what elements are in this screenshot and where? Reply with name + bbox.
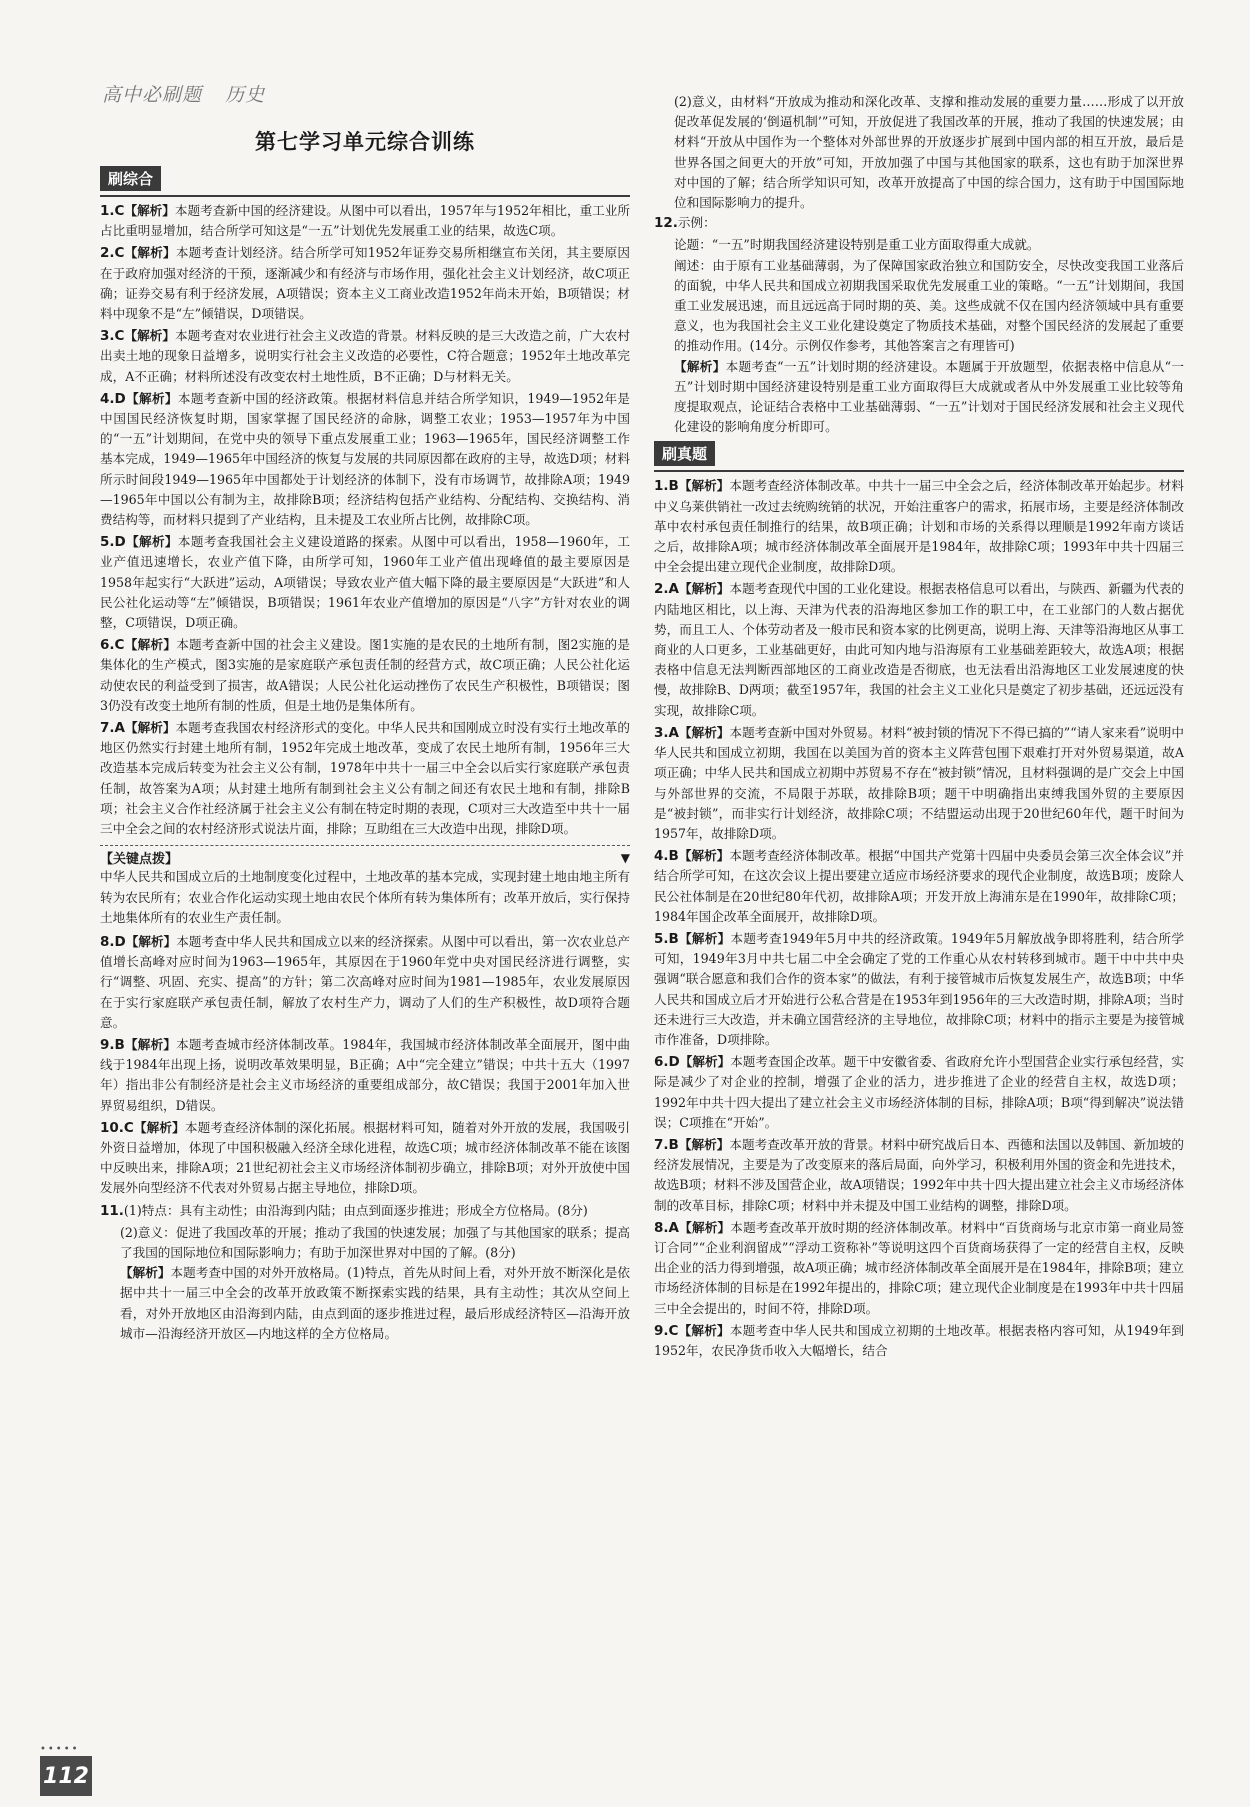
analysis-label: 【解析】 bbox=[674, 358, 726, 374]
right-column bbox=[654, 92, 1184, 1363]
analysis-label: 【解析】 bbox=[678, 1136, 730, 1152]
analysis-text: 本题考查计划经济。结合所学可知1952年证券交易所相继宣布关闭，其主要原因在于政府加强对经济的干预，逐渐减少和有经济与市场作用，强化社会主义计划经济，故C项正确；证券交易有利于经济发展，A项错误；资本主义工商业改造1952年尚未开始，B项错误；材料中现象不是“左”倾错误，D项错误。 bbox=[100, 245, 630, 322]
analysis-label: 【解析】 bbox=[678, 848, 730, 864]
answer-number: 2.A bbox=[654, 581, 679, 598]
decorative-dots: ••••• bbox=[40, 1744, 80, 1755]
answer-number: 1.B bbox=[654, 478, 679, 495]
key-point-label: 【关键点拨】 bbox=[100, 852, 179, 868]
answer-item bbox=[100, 201, 630, 241]
answer-item bbox=[654, 213, 1184, 233]
analysis-text: 本题考查经济体制的深化拓展。根据材料可知，随着对外开放的发展，我国吸引外资日益增加，体现了中国积极融入经济全球化进程，故选C项；城市经济体制改革不能在该图中反映出来，排除A项；21世纪初社会主义市场经济体制初步确立，排除B项；对外开放使中国发展外向型经济不代表对外贸易占据主导地位，排除D项。 bbox=[100, 1119, 631, 1196]
answer-number: 6.D bbox=[654, 1054, 680, 1071]
answer-list bbox=[100, 201, 630, 839]
answer-text: (2)意义：促进了我国改革的开展；推动了我国的快速发展；加强了与其他国家的联系；提高了我国的国际地位和国际影响力；有助于加深世界对中国的了解。(8分) bbox=[120, 1224, 630, 1260]
answer-number: 8.D bbox=[100, 933, 126, 950]
analysis-text: 本题考查新中国对外贸易。材料“被封锁的情况下不得已搞的”“请人家来看”说明中华人民共和国成立初期，我国在以美国为首的资本主义阵营包围下艰难打开对外贸易渠道，故A项正确；中华人民共和国成立初期中苏贸易不存在“被封锁”情况，且材料强调的是广交会上中国与外部世界的交流，不局限于苏联，故排除B项；题干中明确指出束缚我国外贸的主要原因是“被封锁”，而非实行计划经济，故排除C项；不结盟运动出现于20世纪60年代，题干时间为1957年，故排除D项。 bbox=[654, 724, 1184, 841]
page-header bbox=[102, 80, 662, 112]
answer-item bbox=[654, 929, 1184, 1050]
analysis-text: 本题考查新中国的社会主义建设。图1实施的是农民的土地所有制，图2实施的是集体化的生产模式，图3实施的是家庭联产承包责任制的经营方式，故C项正确；人民公社化运动使农民的利益受到了损害，故A错误；人民公社化运动挫伤了农民生产积极性，B项错误；图3仍没有改变土地所有制的性质，但是土地仍是集体所有。 bbox=[100, 637, 630, 713]
section-divider bbox=[654, 470, 1184, 472]
answer-number: 11. bbox=[100, 1202, 124, 1219]
analysis-label: 【解析】 bbox=[678, 724, 730, 740]
section-real: 刷真题 bbox=[654, 441, 715, 466]
analysis-label: 【解析】 bbox=[125, 534, 178, 550]
subject-label: 历史 bbox=[225, 84, 266, 106]
analysis-text: 本题考查“一五”计划时期的经济建设。本题属于开放题型，依据表格中信息从“一五”计划时期中国经济建设特别是重工业方面取得巨大成就或者从中外发展重工业比较等角度提取观点，论证结合表格中工业基础薄弱、“一五”计划对于国民经济发展和社会主义现代化建设的影响角度分析即可。 bbox=[674, 358, 1184, 435]
answer-number: 5.D bbox=[100, 534, 126, 551]
analysis-text: 本题考查我国社会主义建设道路的探索。从图中可以看出，1958—1960年，工业产值迅速增长，农业产值下降，由所学可知，1960年工业产值出现峰值的最主要原因是1958年起实行“大跃进”运动，A项错误；导致农业产值大幅下降的最主要原因是“大跃进”和人民公社化运动等“左”倾错误，B项错误；1961年农业产值增加的原因是“八字”方针对农业的调整，C项错误，D项正确。 bbox=[100, 534, 630, 631]
analysis-label: 【解析】 bbox=[678, 930, 731, 946]
analysis-text: 本题考查国企改革。题干中安徽省委、省政府允许小型国营企业实行承包经营，实际是减少了对企业的控制，增强了企业的活力，进步推进了企业的经营自主权，故选D项；1992年中共十四大提出了建立社会主义市场经济体制的目标，排除A项；B项“得到解决”说法错误；C项推在“开始”。 bbox=[654, 1054, 1185, 1130]
answer-number: 4.B bbox=[654, 848, 679, 865]
answer-number: 9.B bbox=[100, 1036, 125, 1053]
analysis-label: 【解析】 bbox=[124, 328, 176, 344]
answer-number: 7.A bbox=[100, 720, 125, 737]
analysis-label: 【解析】 bbox=[678, 581, 730, 597]
analysis-label: 【解析】 bbox=[124, 1036, 177, 1052]
analysis-text: 本题考查中国的对外开放格局。(1)特点，首先从时间上看，对外开放不断深化是依据中共十一届三中全会的改革开放政策不断探索实践的结果，具有主动性；其次从空间上看，对外开放地区由沿海到内陆，由点到面的逐步推进过程，最后形成经济特区—沿海开放城市—沿海经济开放区—内地这样的全方位格局。 bbox=[120, 1265, 631, 1341]
answer-item bbox=[654, 476, 1184, 577]
analysis-text: 本题考查现代中国的工业化建设。根据表格信息可以看出，与陕西、新疆为代表的内陆地区相比，以上海、天津为代表的沿海地区参加工作的职工中，在工业部门的人数占据优势，而且工人、个体劳动者及一般市民和资本家的比例更高，说明上海、天津等沿海地区从事工商业的人口更多，工业基础更好，由此可知内地与沿海原有工业基础差距较大，故选A项；根据表格中信息无法判断西部地区的工商业改造是否彻底，也无法看出沿海地区工业发展速度的快慢，故排除B、D两项；截至1957年，我国的社会主义工业化只是奠定了初步基础，还远远没有实现，故排除C项。 bbox=[654, 581, 1185, 718]
analysis-text: 本题考查1949年5月中共的经济政策。1949年5月解放战争即将胜利，结合所学可知，1949年3月中共七届二中全会确定了党的工作重心从农村转移到城市。题干中中共中央强调“联合愿意和我们合作的资本家”的做法，有利于接管城市后恢复发展生产，故选B项；中华人民共和国成立后才开始进行公私合营是在1953年到1956年的三大改造时期，排除A项；当时还未进行三大改造，并未确立国营经济的主导地位，故排除C项；材料中的指示主要是为接管城市作准备，D项排除。 bbox=[654, 930, 1184, 1047]
analysis-label: 【解析】 bbox=[120, 1265, 171, 1281]
analysis-text: 本题考查新中国的经济政策。根据材料信息并结合所学知识，1949—1952年是中国国民经济恢复时期，国家掌握了国民经济的命脉，调整工农业；1953—1957年为中国的“一五”计划期间，在党中央的领导下重点发展重工业；1963—1965年，国民经济调整工作基本完成，1949—1965年中国经济的恢复与发展的共同原因都在政府的主导，故选D项；材料所示时间段1949—1965年中国都处于计划经济的体制下，没有市场调节，故排除A项；1949—1965年中国以公有制为主，故排除B项；经济结构包括产业结构、分配结构、交换结构、消费结构等，而材料只提到了产业结构，且未提及工农业所占比例，故排除C项。 bbox=[100, 390, 630, 528]
answer-analysis bbox=[100, 1263, 630, 1344]
answer-item bbox=[100, 532, 630, 633]
book-title: 高中必刷题 bbox=[102, 84, 203, 106]
page-number: 112 bbox=[40, 1756, 92, 1796]
answer-number: 7.B bbox=[654, 1136, 679, 1153]
answer-number: 6.C bbox=[100, 637, 125, 654]
answer-item bbox=[654, 1052, 1184, 1133]
answer-text: (1)特点：具有主动性；由沿海到内陆；由点到面逐步推进；形成全方位格局。(8分) bbox=[123, 1202, 588, 1218]
analysis-label: 【解析】 bbox=[678, 1219, 731, 1235]
analysis-label: 【解析】 bbox=[125, 390, 178, 406]
analysis-text: 本题考查中华人民共和国成立以来的经济探索。从图中可以看出，第一次农业总产值增长高峰对应时间为1963—1965年，其原因在于1960年党中央对国民经济进行调整，实行“调整、巩固、充实、提高”的方针；第二次高峰对应时间为1981—1985年，农业发展原因在于实行家庭联产承包责任制，解放了农村生产力，调动了人们的生产积极性，故D项符合题意。 bbox=[100, 933, 631, 1030]
answer-item bbox=[654, 1321, 1184, 1361]
analysis-text: 本题考查改革开放的背景。材料中研究战后日本、西德和法国以及韩国、新加坡的经济发展情况，主要是为了改变原来的落后局面，向外学习，积极利用外国的资金和先进技术，故选B项；材料不涉及国营企业，故A项错误；1992年中共十四大提出建立社会主义市场经济体制的改革目标，排除C项；材料中并未提及中国工业结构的调整，排除D项。 bbox=[654, 1136, 1185, 1213]
answer-list bbox=[100, 932, 630, 1199]
answer-item bbox=[654, 579, 1184, 720]
analysis-label: 【解析】 bbox=[679, 1054, 731, 1070]
analysis-text: 本题考查城市经济体制改革。1984年，我国城市经济体制改革全面展开，图中曲线于1984年出现上扬，说明改革效果明显，B正确；A中“完全建立”错误；中共十五大（1997年）指出非公有制经济是社会主义市场经济的重要组成部分，故C错误；我国于2001年加入世界贸易组织，D错误。 bbox=[100, 1036, 630, 1113]
answer-number: 1.C bbox=[100, 203, 125, 219]
answer-number: 10.C bbox=[100, 1119, 134, 1136]
section-comprehensive: 刷综合 bbox=[100, 166, 161, 191]
answer-item bbox=[100, 1035, 630, 1116]
answer-item bbox=[100, 932, 630, 1033]
analysis-text: 本题考查我国农村经济形式的变化。中华人民共和国刚成立时没有实行土地改革的地区仍然实行封建土地所有制，1952年完成土地改革，变成了农民土地所有制，1956年三大改造基本完成后转变为社会主义公有制，1978年中共十一届三中全会以后实行家庭联产承包责任制，故答案为A项；从封建土地所有制到社会主义公有制之间还有农民土地和有制，排除B项；社会主义合作社经济属于社会主义公有制在特定时期的表现，C项对三大改造至中共十一届三中全会之间的农村经济形式说法片面，排除；互助组在三大改造中出现，排除D项。 bbox=[100, 720, 631, 837]
analysis-label: 【解析】 bbox=[678, 478, 730, 494]
answer-text: (2)意义，由材料“开放成为推动和深化改革、支撑和推动发展的重要力量……形成了以开放促改革促发展的‘倒逼机制’”可知，开放促进了我国改革的开展，推动了我国的快速发展；由材料“开放从中国作为一个整体对外部世界的开放逐步扩展到中国内部的相互开放，最后是世界各国之间更大的开放”可知，开放加强了中国与其他国家的联系，这也有助于加深世界对中国的了解；结合所学知识可知，改革开放提高了中国的综合国力，这有助于中国国际地位和国际影响力的提升。 bbox=[674, 94, 1184, 211]
answer-number: 12. bbox=[654, 215, 678, 232]
answer-item bbox=[100, 635, 630, 716]
answer-item bbox=[100, 1201, 630, 1221]
analysis-label: 【解析】 bbox=[124, 637, 177, 653]
triangle-down-icon: ▼ bbox=[620, 850, 630, 865]
key-point-text: 中华人民共和国成立后的土地制度变化过程中，土地改革的基本完成，实现封建土地由地主所有转为农民所有；农业合作化运动实现土地由农民个体所有转为集体所有；改革开放后，实行保持土地集体所有的农业生产责任制。 bbox=[100, 869, 630, 925]
answer-claim: 论题：“一五”时期我国经济建设特别是重工业方面取得重大成就。 bbox=[674, 237, 1040, 253]
answer-number: 3.C bbox=[100, 328, 125, 345]
answer-number: 4.D bbox=[100, 390, 126, 407]
section-divider bbox=[100, 195, 630, 197]
page-title: 第七学习单元综合训练 bbox=[255, 130, 475, 154]
answer-item bbox=[654, 846, 1184, 927]
answer-item bbox=[100, 718, 630, 839]
analysis-text: 本题考查对农业进行社会主义改造的背景。材料反映的是三大改造之前，广大农村出卖土地的现象日益增多，说明实行社会主义改造的必要性，C符合题意；1952年土地改革完成，A不正确；材料所述没有改变农村土地性质，B不正确；D与材料无关。 bbox=[100, 328, 631, 384]
analysis-label: 【解析】 bbox=[125, 933, 177, 949]
answer-item bbox=[100, 243, 630, 324]
answer-argument: 阐述：由于原有工业基础薄弱，为了保障国家政治独立和国防安全，尽快改变我国工业落后的面貌，中华人民共和国成立初期我国采取优先发展重工业的策略。“一五”计划期间，我国重工业发展迅速，而且远远高于同时期的英、美。这些成就不仅在国内经济领域中具有重要意义，也为我国社会主义工业化建设奠定了物质技术基础，对整个国民经济的发展起了重要的推动作用。(14分。示例仅作参考，其他答案言之有理皆可) bbox=[674, 257, 1184, 354]
answer-number: 3.A bbox=[654, 724, 679, 741]
answer-item bbox=[100, 389, 630, 530]
left-column bbox=[100, 126, 630, 1344]
answer-number: 8.A bbox=[654, 1219, 679, 1236]
analysis-label: 【解析】 bbox=[124, 245, 176, 261]
answer-item bbox=[654, 1218, 1184, 1319]
answer-analysis bbox=[654, 357, 1184, 438]
key-point-box bbox=[100, 845, 630, 928]
analysis-label: 【解析】 bbox=[124, 203, 175, 218]
answer-list bbox=[654, 476, 1184, 1361]
answer-text: 示例： bbox=[677, 215, 716, 231]
answer-number: 2.C bbox=[100, 245, 125, 262]
analysis-label: 【解析】 bbox=[124, 720, 176, 736]
analysis-text: 本题考查新中国的经济建设。从图中可以看出，1957年与1952年相比，重工业所占比重明显增加，结合所学可知这是“一五”计划优先发展重工业的结果，故选C项。 bbox=[100, 203, 630, 239]
key-point-heading bbox=[100, 848, 630, 867]
answer-item bbox=[654, 1135, 1184, 1216]
answer-number: 5.B bbox=[654, 930, 679, 947]
analysis-text: 本题考查经济体制改革。中共十一届三中全会之后，经济体制改革开始起步。材料中义乌莱供销社一改过去统购统销的状况，开始注重客户的需求，拓展市场，主要是经济体制改革中农村承包责任制推行的结果，故B项正确；计划和市场的关系得以理顺是1992年南方谈话之后，故排除A项；城市经济体制改革全面展开是1984年，故排除C项；1993年中共十四届三中全会提出建立现代企业制度，故排除D项。 bbox=[654, 478, 1185, 575]
analysis-text: 本题考查改革开放时期的经济体制改革。材料中“百货商场与北京市第一商业局签订合同”“企业利润留成”“浮动工资称补”等说明这四个百货商场获得了一定的经营自主权，反映出企业的活力得到增强，故A项正确；城市经济体制改革全面展开是在1984年，排除B项；建立市场经济体制的目标是在1992年提出的，排除C项；建立现代企业制度是在1993年中共十四届三中全会提出的，时间不符，排除D项。 bbox=[654, 1219, 1184, 1316]
answer-item bbox=[654, 723, 1184, 844]
answer-item bbox=[100, 326, 630, 387]
answer-number: 9.C bbox=[654, 1322, 679, 1339]
answer-item bbox=[100, 1118, 630, 1199]
analysis-text: 本题考查经济体制改革。根据“中国共产党第十四届中央委员会第三次全体会议”并结合所学可知，在这次会议上提出要建立适应市场经济要求的现代企业制度，故选B项；废除人民公社体制是在20世纪80年代初，故排除A项；开发开放上海浦东是在1990年，故排除C项；1984年国企改革全面展开，故排除D项。 bbox=[654, 848, 1184, 924]
analysis-label: 【解析】 bbox=[133, 1119, 185, 1135]
analysis-text: 本题考查中华人民共和国成立初期的土地改革。根据表格内容可知，从1949年到1952年，农民净货币收入大幅增长，结合 bbox=[654, 1322, 1184, 1358]
analysis-label: 【解析】 bbox=[678, 1322, 730, 1338]
